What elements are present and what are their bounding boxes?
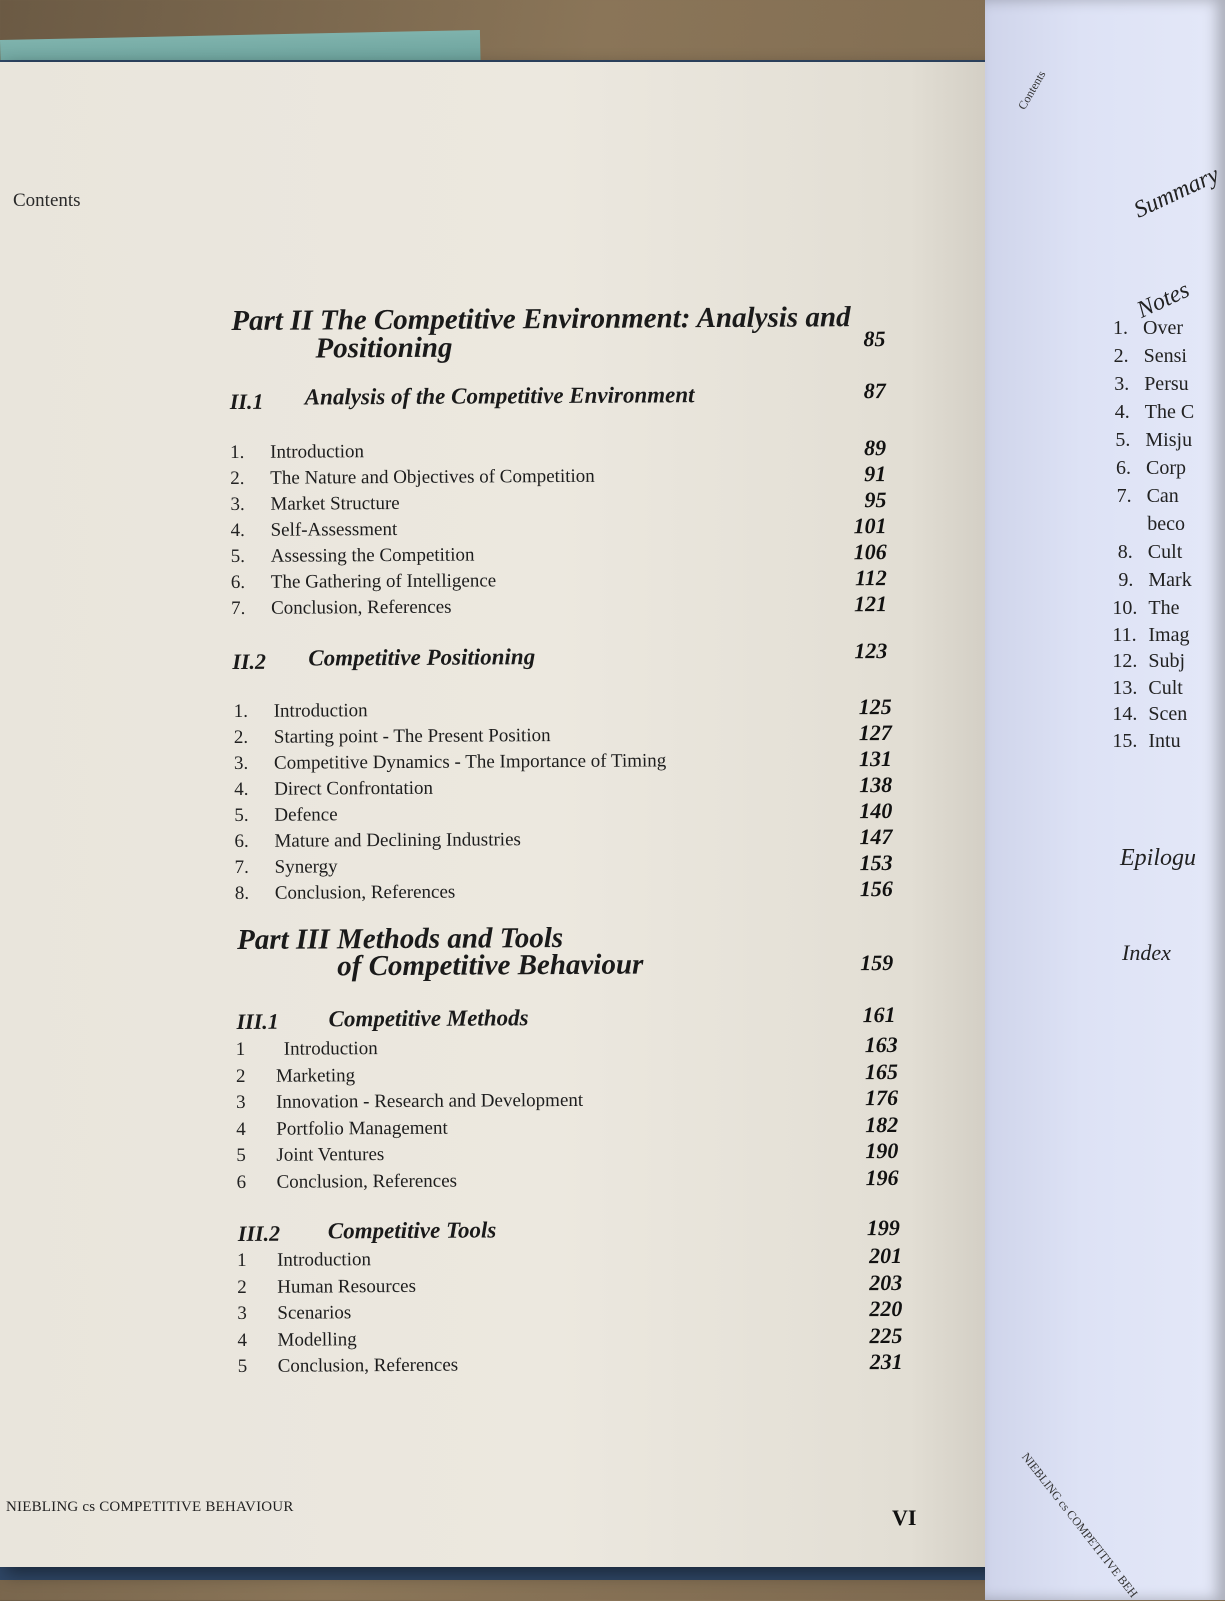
right-page-summary: Summary (1130, 161, 1224, 224)
section-2-1-title: Analysis of the Competitive Environment (304, 382, 695, 410)
right-page-item-title: Persu (1144, 373, 1189, 395)
page-footer: NIEBLING cs COMPETITIVE BEHAVIOUR (6, 1499, 294, 1515)
toc-item-number: 5 (237, 1355, 248, 1377)
right-page-item-number: 13. (1112, 676, 1138, 699)
toc-item-page: 220 (869, 1295, 903, 1322)
toc-item-page: 176 (864, 1084, 899, 1111)
toc-item-number: 2. (233, 726, 249, 748)
toc-item-title: Human Resources (277, 1275, 417, 1298)
right-page-item-title: Imag (1148, 623, 1190, 646)
toc-item-number: 2 (237, 1276, 247, 1298)
right-page-item-title: Can (1146, 485, 1179, 507)
toc-item-title: Innovation - Research and Development (276, 1089, 584, 1113)
toc-item-page: 106 (853, 539, 887, 565)
right-page-item-title: Cult (1147, 541, 1183, 563)
toc-item-number: 3 (237, 1302, 247, 1324)
toc-item-number: 1. (233, 700, 248, 722)
toc-item-page: 112 (855, 565, 887, 591)
section-3-2-page: 199 (866, 1214, 900, 1241)
toc-item-number: 7. (234, 856, 249, 878)
toc-item-title: Introduction (276, 1249, 372, 1271)
toc-item-number: 1. (230, 441, 245, 464)
toc-item-title: Starting point - The Present Position (273, 725, 551, 748)
toc-item-page: 165 (864, 1058, 898, 1084)
part-2-title-line1: Part II The Competitive Environment: Analysis and (231, 301, 851, 337)
right-page-item-number: 10. (1112, 597, 1138, 619)
toc-item-page: 203 (869, 1269, 903, 1295)
right-page-item-number: 12. (1112, 650, 1138, 672)
toc-item-title: Mature and Declining Industries (274, 829, 521, 852)
section-2-1-page: 87 (863, 378, 886, 404)
toc-item-title: Competitive Dynamics - The Importance of Timing (273, 750, 667, 774)
table-of-contents (0, 59, 1015, 1570)
right-page-item-number: 14. (1112, 703, 1138, 725)
right-page-item-number: 9. (1118, 569, 1134, 591)
part-2-page: 85 (863, 326, 886, 352)
toc-item-number: 6. (230, 571, 246, 594)
toc-item-page: 101 (853, 513, 887, 539)
toc-item-page: 138 (859, 771, 893, 798)
toc-item-title: The Nature and Objectives of Competition (270, 465, 595, 489)
right-page-item-number: 4. (1114, 401, 1130, 423)
right-page-item-title: beco (1147, 513, 1185, 535)
toc-item-title: Portfolio Management (276, 1117, 448, 1140)
right-page (985, 0, 1225, 1600)
section-3-1-title: Competitive Methods (328, 1005, 529, 1032)
toc-item-number: 5. (230, 545, 246, 568)
toc-item-title: Conclusion, References (276, 1170, 458, 1193)
right-page-item-number: 6. (1116, 457, 1131, 479)
right-page-item-title: Over (1143, 317, 1183, 339)
toc-item-number: 8. (234, 882, 250, 904)
part-3-page: 159 (860, 949, 894, 976)
right-page-item-title: Intu (1148, 729, 1181, 752)
right-page-item-number: 11. (1112, 623, 1137, 646)
section-2-2-page: 123 (854, 637, 888, 664)
toc-item-number: 3 (236, 1091, 246, 1113)
toc-item-title: Marketing (275, 1064, 356, 1087)
toc-item-number: 6 (236, 1171, 247, 1193)
toc-item-page: 127 (858, 719, 892, 746)
toc-item-title: Defence (274, 804, 338, 826)
toc-item-page: 131 (858, 745, 893, 772)
toc-item-title: Conclusion, References (274, 881, 456, 904)
section-3-1-number: III.1 (236, 1008, 279, 1034)
toc-item-page: 91 (864, 461, 887, 487)
section-2-1-number: II.1 (229, 388, 264, 415)
toc-item-title: Introduction (283, 1038, 378, 1060)
toc-item-page: 190 (865, 1137, 899, 1164)
toc-item-page: 231 (869, 1348, 903, 1375)
toc-item-page: 182 (865, 1111, 899, 1137)
toc-item-number: 2. (230, 467, 245, 490)
right-page-notes: Notes (1133, 276, 1194, 324)
right-page-head: Contents (1015, 68, 1049, 112)
right-page-item-title: Subj (1148, 650, 1186, 672)
toc-item-number: 3. (233, 752, 249, 774)
toc-item-title: Direct Confrontation (274, 777, 434, 800)
left-page (0, 62, 1010, 1567)
toc-item-number: 4 (236, 1118, 246, 1140)
section-2-2-number: II.2 (232, 648, 267, 674)
right-page-item-title: Cult (1148, 676, 1183, 699)
part-3-title-line2: of Competitive Behaviour (337, 948, 644, 983)
toc-item-title: The Gathering of Intelligence (270, 570, 497, 593)
right-page-item-number: 7. (1116, 485, 1132, 507)
right-page-item-title: Corp (1146, 457, 1186, 479)
toc-item-page: 89 (864, 435, 887, 461)
right-page-item-title: The (1148, 597, 1180, 619)
toc-item-page: 121 (853, 590, 888, 617)
toc-item-number: 5. (234, 804, 249, 826)
section-3-2-title: Competitive Tools (327, 1217, 497, 1244)
page-number: VI (892, 1505, 917, 1530)
toc-item-page: 95 (864, 487, 887, 513)
toc-item-title: Joint Ventures (276, 1144, 385, 1166)
toc-item-page: 196 (865, 1164, 899, 1190)
toc-item-number: 4. (230, 519, 245, 542)
right-page-item-title: Misju (1145, 429, 1193, 451)
right-page-item-number: 1. (1113, 317, 1128, 339)
toc-item-number: 1 (235, 1038, 246, 1060)
toc-item-page: 125 (858, 693, 892, 720)
toc-item-title: Conclusion, References (270, 596, 452, 619)
toc-item-title: Scenarios (277, 1302, 352, 1324)
right-page-footer: NIEBLING cs COMPETITIVE BEH (1018, 1450, 1141, 1601)
section-2-2-title: Competitive Positioning (308, 644, 536, 671)
toc-item-title: Introduction (273, 700, 368, 722)
toc-item-page: 140 (859, 797, 893, 824)
toc-item-title: Market Structure (270, 492, 400, 515)
toc-item-number: 3. (230, 493, 245, 516)
right-page-index: Index (1122, 940, 1171, 965)
toc-item-title: Conclusion, References (277, 1354, 459, 1377)
toc-item-page: 225 (869, 1322, 903, 1348)
toc-item-number: 4. (234, 778, 249, 800)
toc-item-number: 6. (234, 830, 249, 852)
toc-item-page: 147 (859, 823, 893, 850)
toc-item-number: 5 (236, 1144, 246, 1166)
right-page-item-title: Scen (1148, 703, 1188, 725)
part-3-title-line1: Part III Methods and Tools (236, 921, 564, 956)
right-page-item-number: 15. (1112, 729, 1138, 752)
toc-item-number: 2 (235, 1065, 246, 1087)
toc-item-title: Assessing the Competition (270, 544, 475, 567)
toc-item-page: 163 (864, 1031, 898, 1058)
toc-item-title: Introduction (270, 441, 365, 463)
right-page-item-title: Sensi (1143, 345, 1187, 367)
toc-item-number: 4 (237, 1329, 248, 1351)
toc-item-title: Self-Assessment (270, 518, 398, 541)
right-page-item-title: The C (1144, 401, 1195, 423)
toc-item-title: Synergy (274, 856, 338, 878)
toc-item-number: 1 (236, 1249, 247, 1271)
toc-item-page: 156 (859, 875, 893, 902)
section-3-1-page: 161 (862, 1001, 896, 1028)
section-3-2-number: III.2 (237, 1220, 281, 1246)
part-2-title-line2: Positioning (315, 331, 453, 365)
right-page-epilogue: Epilogu (1120, 845, 1196, 871)
running-head: Contents (13, 190, 81, 211)
right-page-item-title: Mark (1148, 569, 1192, 591)
toc-item-number: 7. (230, 597, 246, 620)
right-page-item-number: 3. (1114, 373, 1130, 395)
right-page-item-number: 2. (1113, 345, 1129, 367)
right-page-item-number: 5. (1115, 429, 1131, 451)
right-page-item-number: 8. (1117, 541, 1133, 563)
toc-item-page: 201 (868, 1242, 903, 1269)
toc-item-page: 153 (859, 849, 893, 876)
toc-item-title: Modelling (277, 1328, 357, 1351)
